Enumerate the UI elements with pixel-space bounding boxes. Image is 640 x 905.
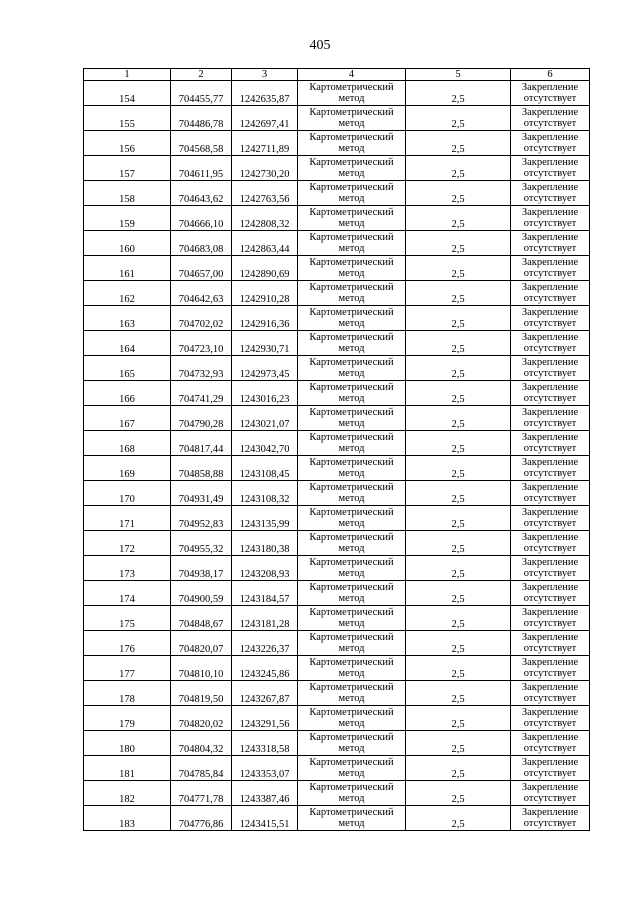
fixing-cell: Закрепление отсутствует [511,106,590,131]
x-coordinate-cell: 704611,95 [171,156,232,181]
y-coordinate-cell: 1242910,28 [232,281,298,306]
point-number-cell: 181 [84,756,171,781]
accuracy-cell: 2,5 [406,131,511,156]
accuracy-cell: 2,5 [406,431,511,456]
point-number-cell: 168 [84,431,171,456]
accuracy-cell: 2,5 [406,181,511,206]
y-coordinate-cell: 1242711,89 [232,131,298,156]
table-row [84,581,590,606]
y-coordinate-cell: 1242973,45 [232,356,298,381]
method-cell: Картометрический метод [298,781,406,806]
fixing-cell: Закрепление отсутствует [511,181,590,206]
fixing-cell: Закрепление отсутствует [511,431,590,456]
point-number-cell: 155 [84,106,171,131]
y-coordinate-cell: 1242697,41 [232,106,298,131]
x-coordinate-cell: 704771,78 [171,781,232,806]
point-number-cell: 161 [84,256,171,281]
y-coordinate-cell: 1243135,99 [232,506,298,531]
accuracy-cell: 2,5 [406,231,511,256]
table-row [84,806,590,831]
header-col-6: 6 [511,69,590,81]
accuracy-cell: 2,5 [406,681,511,706]
accuracy-cell: 2,5 [406,281,511,306]
accuracy-cell: 2,5 [406,556,511,581]
table-body [84,81,590,831]
x-coordinate-cell: 704804,32 [171,731,232,756]
point-number-cell: 164 [84,331,171,356]
accuracy-cell: 2,5 [406,706,511,731]
x-coordinate-cell: 704848,67 [171,606,232,631]
y-coordinate-cell: 1242930,71 [232,331,298,356]
fixing-cell: Закрепление отсутствует [511,681,590,706]
point-number-cell: 165 [84,356,171,381]
point-number-cell: 166 [84,381,171,406]
method-cell: Картометрический метод [298,806,406,831]
point-number-cell: 176 [84,631,171,656]
y-coordinate-cell: 1243108,45 [232,456,298,481]
x-coordinate-cell: 704657,00 [171,256,232,281]
method-cell: Картометрический метод [298,106,406,131]
accuracy-cell: 2,5 [406,81,511,106]
y-coordinate-cell: 1242763,56 [232,181,298,206]
y-coordinate-cell: 1242730,20 [232,156,298,181]
fixing-cell: Закрепление отсутствует [511,306,590,331]
table-row [84,481,590,506]
method-cell: Картометрический метод [298,131,406,156]
accuracy-cell: 2,5 [406,381,511,406]
fixing-cell: Закрепление отсутствует [511,606,590,631]
point-number-cell: 172 [84,531,171,556]
y-coordinate-cell: 1242916,36 [232,306,298,331]
method-cell: Картометрический метод [298,756,406,781]
x-coordinate-cell: 704952,83 [171,506,232,531]
table-row [84,356,590,381]
table-row [84,256,590,281]
fixing-cell: Закрепление отсутствует [511,581,590,606]
fixing-cell: Закрепление отсутствует [511,781,590,806]
table-row [84,606,590,631]
fixing-cell: Закрепление отсутствует [511,281,590,306]
coordinates-table [83,68,590,831]
accuracy-cell: 2,5 [406,731,511,756]
point-number-cell: 158 [84,181,171,206]
x-coordinate-cell: 704900,59 [171,581,232,606]
method-cell: Картометрический метод [298,731,406,756]
fixing-cell: Закрепление отсутствует [511,231,590,256]
x-coordinate-cell: 704790,28 [171,406,232,431]
point-number-cell: 170 [84,481,171,506]
table-row [84,406,590,431]
point-number-cell: 171 [84,506,171,531]
fixing-cell: Закрепление отсутствует [511,656,590,681]
accuracy-cell: 2,5 [406,631,511,656]
table-row [84,631,590,656]
method-cell: Картометрический метод [298,156,406,181]
point-number-cell: 173 [84,556,171,581]
method-cell: Картометрический метод [298,606,406,631]
method-cell: Картометрический метод [298,481,406,506]
table-row [84,656,590,681]
table-row [84,131,590,156]
fixing-cell: Закрепление отсутствует [511,406,590,431]
accuracy-cell: 2,5 [406,206,511,231]
table-row [84,531,590,556]
table-row [84,381,590,406]
method-cell: Картометрический метод [298,331,406,356]
fixing-cell: Закрепление отсутствует [511,481,590,506]
method-cell: Картометрический метод [298,656,406,681]
table-row [84,506,590,531]
table-row [84,331,590,356]
x-coordinate-cell: 704666,10 [171,206,232,231]
method-cell: Картометрический метод [298,206,406,231]
page-number: 405 [309,38,331,53]
y-coordinate-cell: 1243208,93 [232,556,298,581]
point-number-cell: 169 [84,456,171,481]
y-coordinate-cell: 1243108,32 [232,481,298,506]
fixing-cell: Закрепление отсутствует [511,256,590,281]
accuracy-cell: 2,5 [406,256,511,281]
point-number-cell: 159 [84,206,171,231]
method-cell: Картометрический метод [298,81,406,106]
header-col-4: 4 [298,69,406,81]
x-coordinate-cell: 704931,49 [171,481,232,506]
table-row [84,281,590,306]
fixing-cell: Закрепление отсутствует [511,356,590,381]
point-number-cell: 179 [84,706,171,731]
y-coordinate-cell: 1243318,58 [232,731,298,756]
table-header-row [84,69,590,81]
x-coordinate-cell: 704938,17 [171,556,232,581]
method-cell: Картометрический метод [298,306,406,331]
table-row [84,706,590,731]
y-coordinate-cell: 1242808,32 [232,206,298,231]
method-cell: Картометрический метод [298,506,406,531]
x-coordinate-cell: 704642,63 [171,281,232,306]
table-row [84,156,590,181]
table-row [84,681,590,706]
x-coordinate-cell: 704810,10 [171,656,232,681]
x-coordinate-cell: 704776,86 [171,806,232,831]
y-coordinate-cell: 1243184,57 [232,581,298,606]
y-coordinate-cell: 1243245,86 [232,656,298,681]
accuracy-cell: 2,5 [406,781,511,806]
y-coordinate-cell: 1243387,46 [232,781,298,806]
x-coordinate-cell: 704455,77 [171,81,232,106]
x-coordinate-cell: 704955,32 [171,531,232,556]
accuracy-cell: 2,5 [406,331,511,356]
x-coordinate-cell: 704858,88 [171,456,232,481]
accuracy-cell: 2,5 [406,356,511,381]
fixing-cell: Закрепление отсутствует [511,206,590,231]
method-cell: Картометрический метод [298,456,406,481]
x-coordinate-cell: 704820,07 [171,631,232,656]
accuracy-cell: 2,5 [406,581,511,606]
table-row [84,781,590,806]
y-coordinate-cell: 1243226,37 [232,631,298,656]
table-row [84,306,590,331]
x-coordinate-cell: 704568,58 [171,131,232,156]
y-coordinate-cell: 1243267,87 [232,681,298,706]
fixing-cell: Закрепление отсутствует [511,806,590,831]
header-col-2: 2 [171,69,232,81]
method-cell: Картометрический метод [298,381,406,406]
point-number-cell: 183 [84,806,171,831]
fixing-cell: Закрепление отсутствует [511,156,590,181]
y-coordinate-cell: 1243016,23 [232,381,298,406]
fixing-cell: Закрепление отсутствует [511,331,590,356]
table-row [84,81,590,106]
method-cell: Картометрический метод [298,531,406,556]
method-cell: Картометрический метод [298,281,406,306]
point-number-cell: 167 [84,406,171,431]
y-coordinate-cell: 1243415,51 [232,806,298,831]
y-coordinate-cell: 1243042,70 [232,431,298,456]
point-number-cell: 178 [84,681,171,706]
table-row [84,756,590,781]
y-coordinate-cell: 1242635,87 [232,81,298,106]
fixing-cell: Закрепление отсутствует [511,631,590,656]
point-number-cell: 174 [84,581,171,606]
point-number-cell: 156 [84,131,171,156]
x-coordinate-cell: 704702,02 [171,306,232,331]
fixing-cell: Закрепление отсутствует [511,756,590,781]
method-cell: Картометрический метод [298,681,406,706]
y-coordinate-cell: 1243021,07 [232,406,298,431]
point-number-cell: 177 [84,656,171,681]
fixing-cell: Закрепление отсутствует [511,131,590,156]
accuracy-cell: 2,5 [406,806,511,831]
point-number-cell: 154 [84,81,171,106]
x-coordinate-cell: 704486,78 [171,106,232,131]
table-row [84,106,590,131]
table-row [84,731,590,756]
accuracy-cell: 2,5 [406,406,511,431]
table-row [84,181,590,206]
x-coordinate-cell: 704785,84 [171,756,232,781]
accuracy-cell: 2,5 [406,456,511,481]
point-number-cell: 160 [84,231,171,256]
method-cell: Картометрический метод [298,631,406,656]
header-col-5: 5 [406,69,511,81]
fixing-cell: Закрепление отсутствует [511,506,590,531]
x-coordinate-cell: 704732,93 [171,356,232,381]
x-coordinate-cell: 704817,44 [171,431,232,456]
accuracy-cell: 2,5 [406,656,511,681]
point-number-cell: 175 [84,606,171,631]
method-cell: Картометрический метод [298,431,406,456]
y-coordinate-cell: 1243181,28 [232,606,298,631]
method-cell: Картометрический метод [298,256,406,281]
method-cell: Картометрический метод [298,181,406,206]
point-number-cell: 162 [84,281,171,306]
header-col-3: 3 [232,69,298,81]
y-coordinate-cell: 1242890,69 [232,256,298,281]
accuracy-cell: 2,5 [406,156,511,181]
table-row [84,456,590,481]
fixing-cell: Закрепление отсутствует [511,556,590,581]
y-coordinate-cell: 1242863,44 [232,231,298,256]
method-cell: Картометрический метод [298,556,406,581]
method-cell: Картометрический метод [298,406,406,431]
fixing-cell: Закрепление отсутствует [511,381,590,406]
x-coordinate-cell: 704723,10 [171,331,232,356]
x-coordinate-cell: 704643,62 [171,181,232,206]
fixing-cell: Закрепление отсутствует [511,81,590,106]
x-coordinate-cell: 704741,29 [171,381,232,406]
accuracy-cell: 2,5 [406,306,511,331]
table-row [84,431,590,456]
fixing-cell: Закрепление отсутствует [511,731,590,756]
point-number-cell: 157 [84,156,171,181]
point-number-cell: 182 [84,781,171,806]
header-col-1: 1 [84,69,171,81]
method-cell: Картометрический метод [298,706,406,731]
x-coordinate-cell: 704820,02 [171,706,232,731]
y-coordinate-cell: 1243353,07 [232,756,298,781]
method-cell: Картометрический метод [298,231,406,256]
table-row [84,556,590,581]
table-row [84,231,590,256]
accuracy-cell: 2,5 [406,606,511,631]
method-cell: Картометрический метод [298,356,406,381]
accuracy-cell: 2,5 [406,531,511,556]
accuracy-cell: 2,5 [406,106,511,131]
accuracy-cell: 2,5 [406,506,511,531]
y-coordinate-cell: 1243291,56 [232,706,298,731]
fixing-cell: Закрепление отсутствует [511,456,590,481]
table-row [84,206,590,231]
accuracy-cell: 2,5 [406,481,511,506]
accuracy-cell: 2,5 [406,756,511,781]
x-coordinate-cell: 704819,50 [171,681,232,706]
x-coordinate-cell: 704683,08 [171,231,232,256]
fixing-cell: Закрепление отсутствует [511,706,590,731]
fixing-cell: Закрепление отсутствует [511,531,590,556]
y-coordinate-cell: 1243180,38 [232,531,298,556]
method-cell: Картометрический метод [298,581,406,606]
point-number-cell: 163 [84,306,171,331]
point-number-cell: 180 [84,731,171,756]
